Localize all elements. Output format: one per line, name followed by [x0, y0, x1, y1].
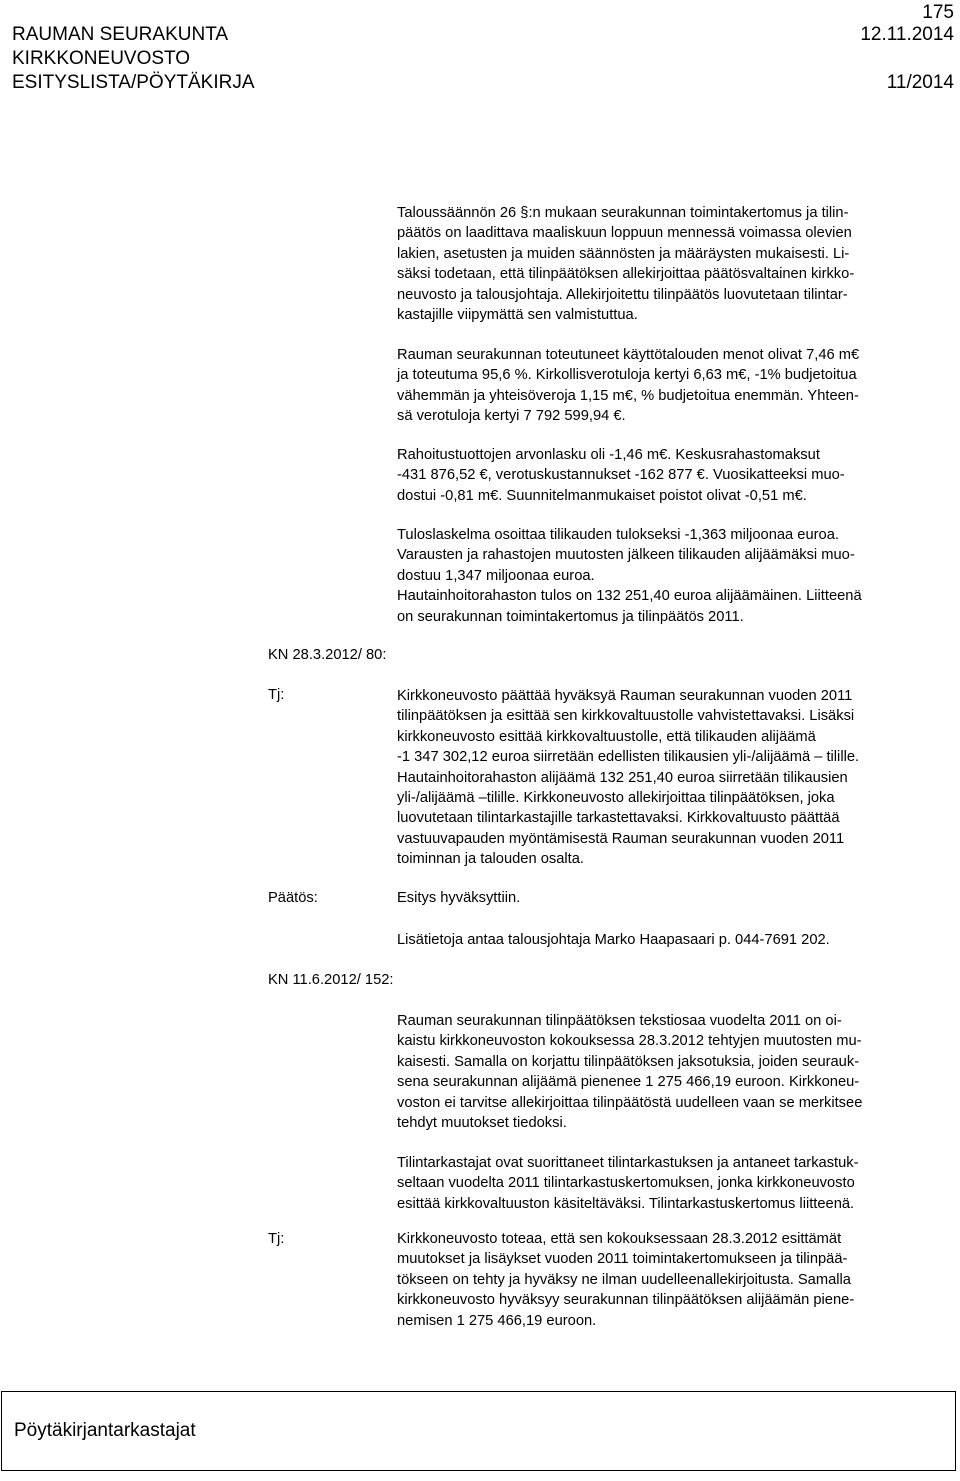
organization-name: RAUMAN SEURAKUNTA: [12, 24, 229, 45]
minutes-reviewers-label: Pöytäkirjantarkastajat: [14, 1420, 196, 1441]
page-number: 175: [922, 2, 954, 23]
paragraph-contact-info: Lisätietoja antaa talousjohtaja Marko Haapasaari p. 044-7691 202.: [397, 932, 830, 948]
paragraph-proposal: Kirkkoneuvosto päättää hyväksyä Rauman seurakunnan vuoden 2011 tilinpäätöksen ja esittää sen kirkkovaltuustolle vahvistettavaksi. Lisäksi kirkkoneuvosto esittää kirkkovaltuustolle, että tilikauden alijäämä -1 347 302,12 euroa siirretään edellisten tilikausien yli-/alijäämä – tilille. Hautainhoitorahaston alijäämä 132 251,40 euroa siirretään tilikausien yli-/alijäämä –tilille. Kirkkoneuvosto allekirjoittaa tilinpäätöksen, joka luovutetaan tilintarkastajille tarkastettavaksi. Kirkkovaltuusto päättää vastuuvapauden myöntämisestä Rauman seurakunnan vuoden 2011 toiminnan ja talouden osalta.: [397, 688, 860, 868]
meeting-reference-label: KN 28.3.2012/ 80:: [268, 647, 387, 663]
paragraph-rahoitustuotot: Rahoitustuottojen arvonlasku oli -1,46 m€. Keskusrahastomaksut -431 876,52 €, verotuskustannukset -162 877 €. Vuosikatteeksi muo- dostui -0,81 m€. Suunnitelmanmukaiset poistot olivat -0,51 m€.: [397, 447, 845, 504]
meeting-reference-label: KN 11.6.2012/ 152:: [268, 972, 394, 988]
paragraph-acknowledgement: Kirkkoneuvosto toteaa, että sen kokouksessaan 28.3.2012 esittämät muutokset ja lisäykset vuoden 2011 toimintakertomukseen ja tilinpää- tökseen on tehty ja hyväksy ne ilman uudelleenallekirjoitusta. Samalla kirkkoneuvosto hyväksyy seurakunnan tilinpäätöksen alijäämän piene- nemisen 1 275 466,19 euroon.: [397, 1231, 855, 1329]
decision-label: Päätös:: [268, 890, 318, 906]
minutes-reviewers-box: [1, 1391, 956, 1471]
paragraph-auditors: Tilintarkastajat ovat suorittaneet tilintarkastuksen ja antaneet tarkastuk- seltaan vuodelta 2011 tilintarkastuskertomuksen, jonka kirkkoneuvosto esittää kirkkovaltuuston käsiteltäväksi. Tilintarkastuskertomus liitteenä.: [397, 1155, 859, 1212]
paragraph-taloussaanto: Taloussäännön 26 §:n mukaan seurakunnan toimintakertomus ja tilin- päätös on laadittava maaliskuun loppuun mennessä voimassa olevien lakien, asetusten ja muiden säännösten ja määräysten mukaisesti. Li- säksi todetaan, että tilinpäätöksen allekirjoittaa päätösvaltainen kirkko- neuvosto ja talousjohtaja. Allekirjoitettu tilinpäätös luovutetaan tilintar- kastajille viipymättä sen valmistuttua.: [397, 205, 855, 324]
paragraph-kayttotalous: Rauman seurakunnan toteutuneet käyttötalouden menot olivat 7,46 m€ ja toteutuma 95,6 %. Kirkollisverotuloja kertyi 6,63 m€, -1% budjetoitua vähemmän ja yhteisöveroja 1,15 m€, % budjetoitua enemmän. Yhteen- sä verotuloja kertyi 7 792 599,94 €.: [397, 347, 860, 425]
paragraph-correction: Rauman seurakunnan tilinpäätöksen tekstiosaa vuodelta 2011 on oi- kaistu kirkkoneuvoston kokouksessa 28.3.2012 tehtyjen muutosten mu- kaisesti. Samalla on korjattu tilinpäätöksen jaksotuksia, joiden seurauk- sena seurakunnan alijäämä pienenee 1 275 466,19 euroon. Kirkkoneu- voston ei tarvitse allekirjoittaa tilinpäätöstä uudelleen vaan se merkitsee tehdyt muutokset tiedoksi.: [397, 1013, 863, 1132]
meeting-date: 12.11.2014: [860, 24, 954, 45]
paragraph-decision: Esitys hyväksyttiin.: [397, 890, 521, 906]
meeting-number: 11/2014: [886, 72, 954, 93]
proposal-label: Tj:: [268, 687, 285, 703]
paragraph-tuloslaskelma: Tuloslaskelma osoittaa tilikauden tulokseksi -1,363 miljoonaa euroa. Varausten ja rahastojen muutosten jälkeen tilikauden alijäämäksi muo- dostuu 1,347 miljoonaa euroa. Hautainhoitorahaston tulos on 132 251,40 euroa alijäämäinen. Liitteenä on seurakunnan toimintakertomus ja tilinpäätös 2011.: [397, 527, 862, 625]
document-type: ESITYSLISTA/PÖYTÄKIRJA: [12, 72, 255, 93]
body-name: KIRKKONEUVOSTO: [12, 48, 191, 69]
proposal-label: Tj:: [268, 1231, 285, 1247]
